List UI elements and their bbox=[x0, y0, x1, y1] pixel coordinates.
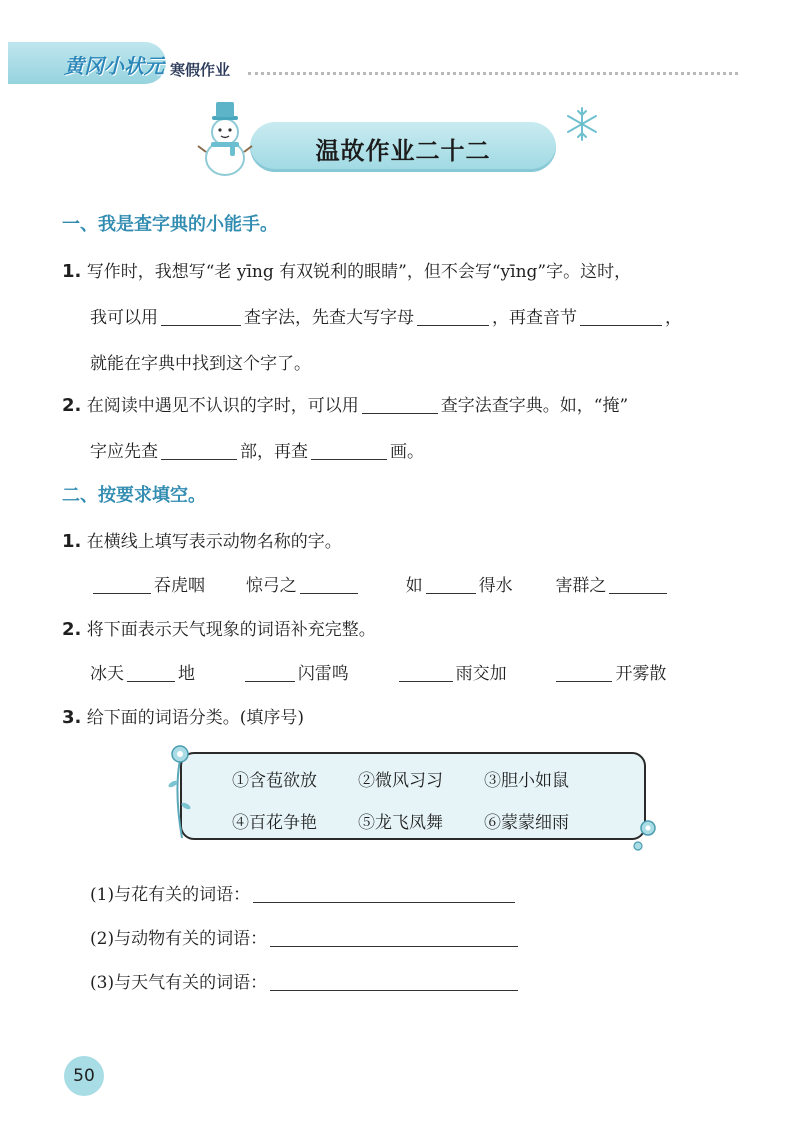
word-item-1: ①含苞欲放 bbox=[232, 771, 317, 791]
s1-q2-line-2 bbox=[90, 437, 424, 462]
s2-q1-idiom-3b: 得水 bbox=[478, 576, 513, 596]
s2-q3-line bbox=[62, 703, 304, 728]
s2-q1-text: 在横线上填写表示动物名称的字。 bbox=[86, 532, 342, 552]
s1-q2-text-2c: 画。 bbox=[390, 442, 424, 462]
s1-q1-text-2a: 我可以用 bbox=[90, 308, 158, 328]
s2-q1-idiom-2: 惊弓之 bbox=[245, 576, 297, 596]
s2-q2-word-1a: 冰天 bbox=[90, 664, 124, 684]
s2-q3-text: 给下面的词语分类。(填序号) bbox=[86, 708, 305, 728]
snowman-icon bbox=[196, 96, 254, 178]
s1-q1-line-2 bbox=[90, 303, 682, 328]
s2-q2-word-2: 闪雷鸣 bbox=[297, 664, 349, 684]
category-flower-row bbox=[90, 880, 518, 905]
s2-q1-blank-2[interactable] bbox=[300, 575, 358, 594]
page-title: 温故作业二十二 bbox=[315, 137, 491, 165]
s1-q1-blank-syllable[interactable] bbox=[580, 307, 662, 326]
s2-q2-blank-2[interactable] bbox=[245, 663, 295, 682]
word-item-4: ④百花争艳 bbox=[232, 813, 317, 833]
s2-q2-blank-4[interactable] bbox=[556, 663, 612, 682]
s1-q1-number: 1. bbox=[62, 261, 82, 282]
s2-q1-number: 1. bbox=[62, 531, 82, 552]
category-weather-row bbox=[90, 968, 521, 993]
s1-q1-text-1: 写作时，我想写“老 yīng 有双锐利的眼睛”，但不会写“yīng”字。这时， bbox=[86, 262, 632, 282]
s1-q2-text-1b: 查字法查字典。如，“掩” bbox=[440, 396, 629, 416]
s1-q1-blank-letter[interactable] bbox=[417, 307, 489, 326]
section-1-title: 一、我是查字典的小能手。 bbox=[62, 214, 278, 235]
s2-q1-idiom-1: 吞虎咽 bbox=[154, 576, 205, 596]
brand-logo: 黄冈小状元 bbox=[64, 54, 164, 78]
s1-q2-text-1a: 在阅读中遇见不认识的字时，可以用 bbox=[86, 396, 359, 416]
category-animal-label: (2)与动物有关的词语： bbox=[90, 929, 268, 949]
s1-q2-blank-radical[interactable] bbox=[161, 441, 237, 460]
category-weather-blank[interactable] bbox=[270, 972, 518, 991]
s2-q1-idiom-4: 害群之 bbox=[555, 576, 607, 596]
section-2-title: 二、按要求填空。 bbox=[62, 485, 206, 506]
s1-q2-text-2b: 部，再查 bbox=[240, 442, 308, 462]
s1-q1-text-2c: ，再查音节 bbox=[492, 308, 577, 328]
s1-q1-blank-method[interactable] bbox=[161, 307, 241, 326]
category-flower-label: (1)与花有关的词语： bbox=[90, 885, 251, 905]
s1-q1-text-2d: ， bbox=[665, 308, 682, 328]
word-item-3: ③胆小如鼠 bbox=[484, 771, 569, 791]
s2-q1-blank-4[interactable] bbox=[609, 575, 667, 594]
s2-q1-idioms-row bbox=[90, 571, 670, 596]
word-item-2: ②微风习习 bbox=[358, 771, 443, 791]
s1-q1-text-2b: 查字法，先查大写字母 bbox=[244, 308, 414, 328]
header-divider bbox=[248, 72, 738, 75]
s2-q2-blank-1[interactable] bbox=[127, 663, 175, 682]
gear-flower-icon bbox=[632, 818, 660, 854]
s1-q2-line-1 bbox=[62, 391, 628, 416]
header-label: 寒假作业 bbox=[170, 61, 231, 79]
s2-q2-line bbox=[62, 615, 376, 640]
s2-q1-blank-3[interactable] bbox=[426, 575, 476, 594]
category-animal-blank[interactable] bbox=[270, 928, 518, 947]
s2-q2-word-4: 开雾散 bbox=[615, 664, 667, 684]
s2-q1-blank-1[interactable] bbox=[93, 575, 151, 594]
s1-q2-number: 2. bbox=[62, 395, 82, 416]
s2-q2-word-1b: 地 bbox=[178, 664, 195, 684]
page-number: 50 bbox=[64, 1056, 104, 1096]
s2-q1-idiom-3a: 如 bbox=[405, 576, 423, 596]
s1-q1-line-1 bbox=[62, 257, 631, 282]
s2-q2-number: 2. bbox=[62, 619, 82, 640]
s1-q1-line-3: 就能在字典中找到这个字了。 bbox=[90, 354, 311, 374]
word-item-6: ⑥蒙蒙细雨 bbox=[484, 813, 569, 833]
snowflake-icon bbox=[564, 106, 600, 142]
word-item-5: ⑤龙飞凤舞 bbox=[358, 813, 443, 833]
s2-q2-blank-3[interactable] bbox=[399, 663, 453, 682]
s2-q1-line bbox=[62, 527, 342, 552]
flower-vine-icon bbox=[166, 742, 196, 842]
s2-q3-number: 3. bbox=[62, 707, 82, 728]
s2-q2-word-3: 雨交加 bbox=[455, 664, 507, 684]
s2-q2-words-row bbox=[90, 659, 666, 684]
s1-q2-text-2a: 字应先查 bbox=[90, 442, 158, 462]
s2-q2-text: 将下面表示天气现象的词语补充完整。 bbox=[86, 620, 376, 640]
category-weather-label: (3)与天气有关的词语： bbox=[90, 973, 268, 993]
s1-q2-blank-strokes[interactable] bbox=[311, 441, 387, 460]
category-flower-blank[interactable] bbox=[253, 884, 515, 903]
category-animal-row bbox=[90, 924, 521, 949]
s1-q2-blank-method[interactable] bbox=[362, 395, 438, 414]
